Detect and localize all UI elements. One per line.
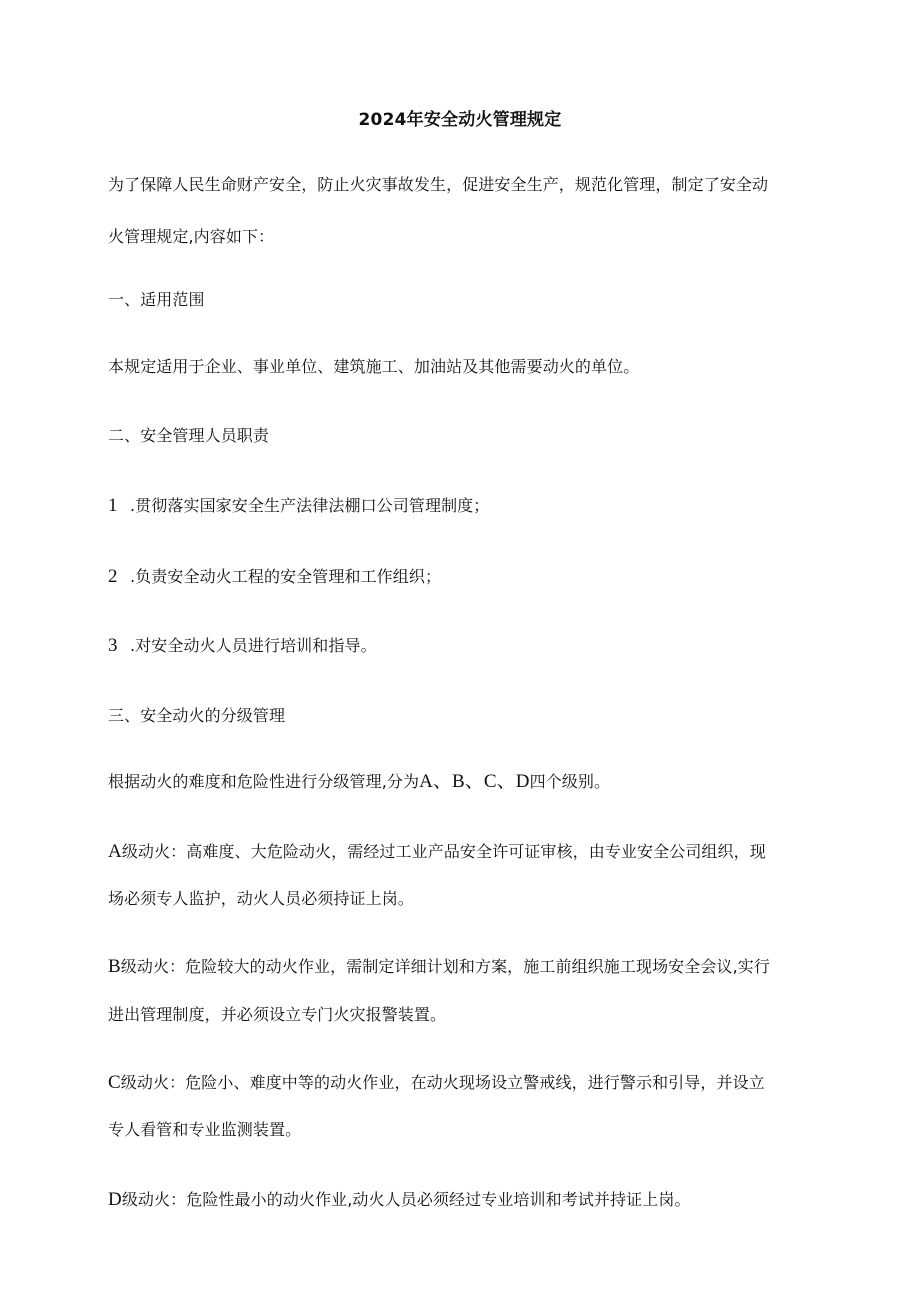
grading-intro-pre: 根据动火的难度和危险性进行分级管理,分为 — [108, 772, 420, 791]
list-item — [108, 494, 820, 518]
section-heading-grading: 三、安全动火的分级管理 — [108, 706, 286, 725]
intro-line-2: 火管理规定,内容如下： — [108, 227, 275, 246]
level-c-line-1 — [108, 1071, 820, 1095]
level-b-line-2: 进出管理制度，并必须设立专门火灾报警装置。 — [108, 1005, 447, 1024]
list-item — [108, 565, 820, 589]
level-b-text: 级动火：危险较大的动火作业，需制定详细计划和方案，施工前组织施工现场安全会议,实行 — [120, 957, 770, 976]
level-c-letter: C — [108, 1072, 121, 1093]
level-d-text: 级动火：危险性最小的动火作业,动火人员必须经过专业培训和考试并持证上岗。 — [121, 1190, 691, 1209]
level-a-letter: A — [108, 841, 122, 862]
list-item-number: 1 — [108, 495, 118, 516]
document-title: 2024年安全动火管理规定 — [358, 110, 562, 130]
section-heading-responsibilities: 二、安全管理人员职责 — [108, 426, 270, 445]
section-heading-scope: 一、适用范围 — [108, 290, 205, 309]
level-c-line-2: 专人看管和专业监测装置。 — [108, 1120, 302, 1139]
list-item-number: 3 — [108, 635, 118, 656]
list-item-text: .负责安全动火工程的安全管理和工作组织； — [130, 567, 442, 586]
grading-intro — [108, 770, 820, 794]
level-b-line-1 — [108, 955, 820, 979]
level-d-letter: D — [108, 1189, 122, 1210]
list-item-text: .贯彻落实国家安全生产法律法棚口公司管理制度； — [130, 496, 490, 515]
list-item — [108, 634, 820, 658]
list-item-number: 2 — [108, 566, 118, 587]
level-a-text: 级动火：高难度、大危险动火，需经过工业产品安全许可证审核，由专业安全公司组织，现 — [121, 842, 766, 861]
level-a-line-1 — [108, 840, 820, 864]
level-a-line-2: 场必须专人监护，动火人员必须持证上岗。 — [108, 889, 414, 908]
grading-levels: A、B、C、D — [419, 771, 530, 792]
intro-line-1: 为了保障人民生命财产安全，防止火灾事故发生，促进安全生产，规范化管理，制定了安全动 — [108, 175, 769, 194]
grading-intro-post: 四个级别。 — [529, 772, 611, 791]
level-c-text: 级动火：危险小、难度中等的动火作业，在动火现场设立警戒线，进行警示和引导，并设立 — [120, 1073, 765, 1092]
scope-paragraph: 本规定适用于企业、事业单位、建筑施工、加油站及其他需要动火的单位。 — [108, 357, 640, 376]
level-b-letter: B — [108, 956, 121, 977]
level-d-line-1 — [108, 1188, 820, 1212]
list-item-text: .对安全动火人员进行培训和指导。 — [130, 636, 377, 655]
